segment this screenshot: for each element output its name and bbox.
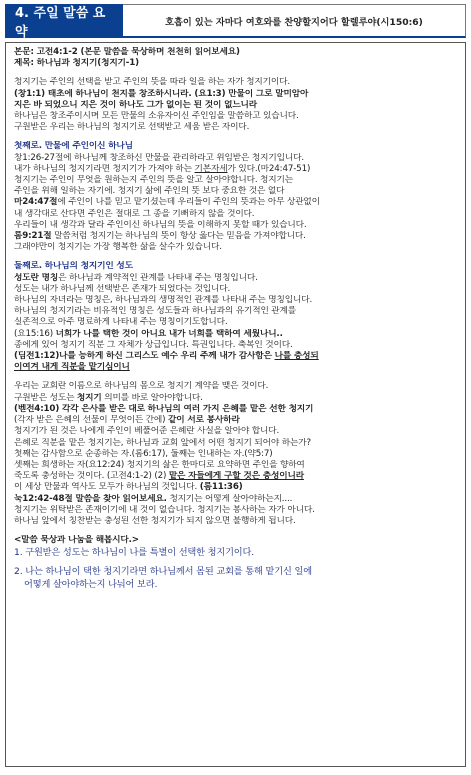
verse-genesis: (창1:1) 태초에 하나님이 천지를 창조하시니라.	[14, 88, 192, 99]
section-2-line: 이여겨 내게 직분을 맡기심이니	[14, 362, 130, 373]
intro-line: 청지기는 주인의 선택을 받고 주인의 뜻을 따라 일을 하는 자가 청지기이다.	[14, 77, 290, 88]
sermon-summary-box	[5, 42, 466, 767]
section-3-line: (각자 받은 은혜의 선물이 무엇이든 간에) 같이 서로 봉사하라	[14, 415, 240, 426]
section-2-line: 성도는 내가 하나님께 선택받은 존재가 되었다는 것입니다.	[14, 283, 231, 294]
scripture-text-line: 본문: 고전4:1-2 (본문 말씀을 묵상하며 천천히 읽어보세요)	[14, 47, 240, 57]
section-2-line: (요15:16) 너희가 나를 택한 것이 아니요 내가 너희를 택하여 세웠나니..	[14, 328, 283, 339]
section-2-heading: 둘째로. 하나님의 청지기인 성도	[14, 261, 133, 272]
meditation-question-1: 1. 구원받은 성도는 하나님이 나를 특별이 선택한 청지기이다.	[14, 547, 255, 559]
verse-1peter: (벧전4:10) 각각 은사를 받은 대로 하나님의 여러 가지 은혜를 맡은 선한 청지기	[14, 403, 314, 414]
intro-line: 하나님은 창조주이시며 모든 만물의 소유자이신 주인임을 말씀하고 있습니다.	[14, 111, 299, 122]
section-title-tab: 4. 주일 말씀 요약	[5, 4, 123, 38]
meditation-question-2: 2. 나는 하나님이 택한 청지기라면 하나님께서 몸된 교회를 통해 맡기신 일에	[14, 566, 312, 578]
section-1-line: 마24:47절에 주인이 나를 믿고 맡기셨는데 우리들이 주인의 뜻과는 아무 상관없이	[14, 197, 320, 208]
verse-matthew: 마24:47절	[14, 197, 58, 208]
meditation-question-2-cont: 어떻게 살아야하는지 나눠어 보라.	[24, 579, 158, 591]
section-2-line: (딤전1:12)나를 능하게 하신 그리스도 예수 우리 주께 내가 감사함은 나를 충성되	[14, 351, 319, 362]
section-1-line: 우리들이 내 생각과 달라 주인이신 하나님의 뜻을 이해하지 못할 때가 있습니다.	[14, 219, 307, 230]
section-1-line: 내 생각대로 산다면 주인은 절대로 그 종을 기뻐하지 않을 것이다.	[14, 208, 255, 219]
section-3-line: 하나님 앞에서 칭찬받는 충성된 선한 청지기가 되지 않으면 불행하게 됩니다.	[14, 515, 296, 526]
faithfulness-underline: 맡은 자들에게 구할 것은 충성이니라	[168, 471, 304, 482]
verse-john-15: 너희가 나를 택한 것이 아니요 내가 너희를 택하여 세웠나니..	[55, 328, 283, 339]
section-1-heading: 첫째로. 만물에 주인이신 하나님	[14, 141, 133, 152]
section-3-line: 청지기는 위탁받은 존재이기에 내 것이 없습니다. 청지기는 봉사하는 자가 아니다.	[14, 504, 315, 515]
section-3-line: 이 세상 만물과 역사도 모두가 하나님의 것입니다. (롬11:36)	[14, 482, 243, 493]
saint-term: 성도란 명칭	[14, 272, 59, 283]
section-3-line: 죽도록 충성하는 것이다. (고전4:1-2) (2) 맡은 자들에게 구할 것은 충성이니라	[14, 471, 304, 482]
section-3-line: 우리는 교회란 이름으로 하나님의 몸으로 청지기 계약을 맺은 것이다.	[14, 381, 269, 392]
section-1-line: 주인을 위해 일하는 자기에. 청지기 삶에 주인의 뜻 보다 중요한 것은 없다	[14, 186, 285, 197]
faithful-underline: 나를 충성되	[274, 351, 319, 362]
sermon-title-line: 제목: 하나님과 청지기(청지기-1)	[14, 58, 139, 69]
intro-verse-line-2: 지은 바 되었으니 지은 것이 하나도 그가 없이는 된 것이 없느니라	[14, 99, 258, 110]
section-2-line: 종에게 있어 청지기 직분 그 자체가 상급입니다. 특권입니다. 축복인 것이다.	[14, 339, 293, 350]
basic-attitude-underline: 기본자세	[194, 163, 228, 174]
section-3-line: 셋째는 희생하는 자(요12:24) 청지기의 삶은 한마디로 요약하면 주인을 향하여	[14, 459, 305, 470]
section-3-line: 첫째는 감사함으로 순종하는 자.(롬6:17), 둘째는 인내하는 자.(약5:7)	[14, 448, 273, 459]
section-1-line: 내가 하나님의 청지기라면 청지기가 가져야 하는 기본자세가 있다.(마24:47-51)	[14, 163, 311, 174]
section-3-line: 구원받은 성도는 청지기 의미를 바로 알아야합니다.	[14, 392, 203, 403]
section-1-line: 청지기는 주인이 무엇을 원하는지 주인의 뜻을 알고 살아야합니다. 청지기는	[14, 175, 294, 186]
section-1-line: 그래야만이 청지기는 가장 행복한 삶을 살수가 있습니다.	[14, 242, 222, 253]
intro-verse-line	[14, 89, 459, 100]
section-header	[5, 4, 466, 38]
verse-romans: 롬9:21절	[14, 231, 52, 242]
section-1-line: 롬9:21절 말씀처럼 청지기는 하나님의 뜻이 항상 옳다는 믿음을 가져야합니다.	[14, 231, 306, 242]
verse-luke: 눅12:42-48절 말씀을 찾아 읽어보세요.	[14, 493, 167, 504]
header-verse: 호흡이 있는 자마다 여호와를 찬양할지어다 할렐루야(시150:6)	[123, 4, 466, 38]
section-3-line: 은혜로 직분을 맡은 청지기는, 하나님과 교회 앞에서 어떤 청지기 되어야 하는가?	[14, 437, 311, 448]
verse-john: (요1:3) 만물이 그로 말미암아	[191, 88, 309, 99]
section-3-line: 눅12:42-48절 말씀을 찾아 읽어보세요. 청지기는 어떻게 살아야하는지....	[14, 493, 293, 504]
meditation-heading: <말씀 묵상과 나눔을 해봅시다.>	[14, 535, 139, 546]
section-2-line: 하나님의 청지기라는 비유적인 명칭은 성도들과 하나님과의 유기적인 관계를	[14, 306, 297, 317]
section-1-line: 창1:26-27절에 하나님께 창조하신 만물을 관리하라고 위임받은 청지기입니다.	[14, 152, 304, 163]
section-3-line: 청지기가 된 것은 나에게 주인이 베풀어준 은혜란 사실을 알아야 합니다.	[14, 426, 280, 437]
section-2-line: 성도란 명칭은 하나님과 계약적인 관계를 나타내 주는 명칭입니다.	[14, 272, 258, 283]
intro-line: 구원받은 우리는 하나님의 청지기로 선택받고 세움 받은 자이다.	[14, 122, 250, 133]
section-2-line: 하나님의 자녀라는 명칭은, 하나님과의 생명적인 관계를 나타내 주는 명칭입니다.	[14, 295, 313, 306]
section-2-line: 실존적으로 아주 명료하게 나타내 주는 명칭이기도합니다.	[14, 317, 228, 328]
